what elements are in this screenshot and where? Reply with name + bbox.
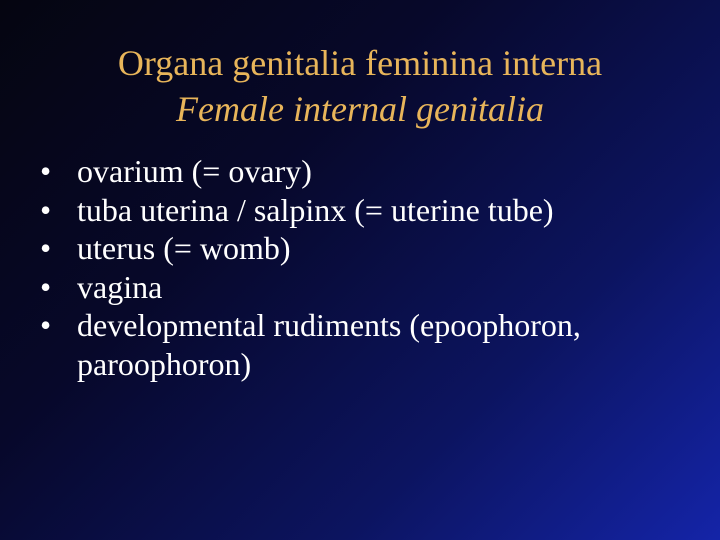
- list-item-tuba-uterina: [40, 191, 700, 230]
- bullet-list: [40, 152, 700, 383]
- bullet-icon: •: [40, 268, 52, 305]
- list-item-text: uterus (= womb): [77, 230, 291, 266]
- list-item-vagina: [40, 268, 700, 307]
- list-item-text: ovarium (= ovary): [77, 153, 312, 189]
- title-latin: Organa genitalia feminina interna: [117, 43, 603, 83]
- list-item-uterus: [40, 229, 700, 268]
- title-english: Female internal genitalia: [176, 89, 544, 129]
- bullet-icon: •: [40, 191, 52, 228]
- list-item-text: vagina: [77, 268, 163, 305]
- bullet-icon: •: [40, 153, 52, 189]
- list-item-text: developmental rudiments (epoophoron, paroophoron): [77, 307, 581, 382]
- bullet-icon: •: [40, 307, 52, 343]
- list-item-developmental-rudiments: [40, 306, 700, 383]
- list-item-text: tuba uterina / salpinx (= uterine tube): [77, 191, 554, 228]
- bullet-icon: •: [40, 230, 52, 266]
- slide-title: [0, 40, 720, 132]
- list-item-ovarium: [40, 152, 700, 191]
